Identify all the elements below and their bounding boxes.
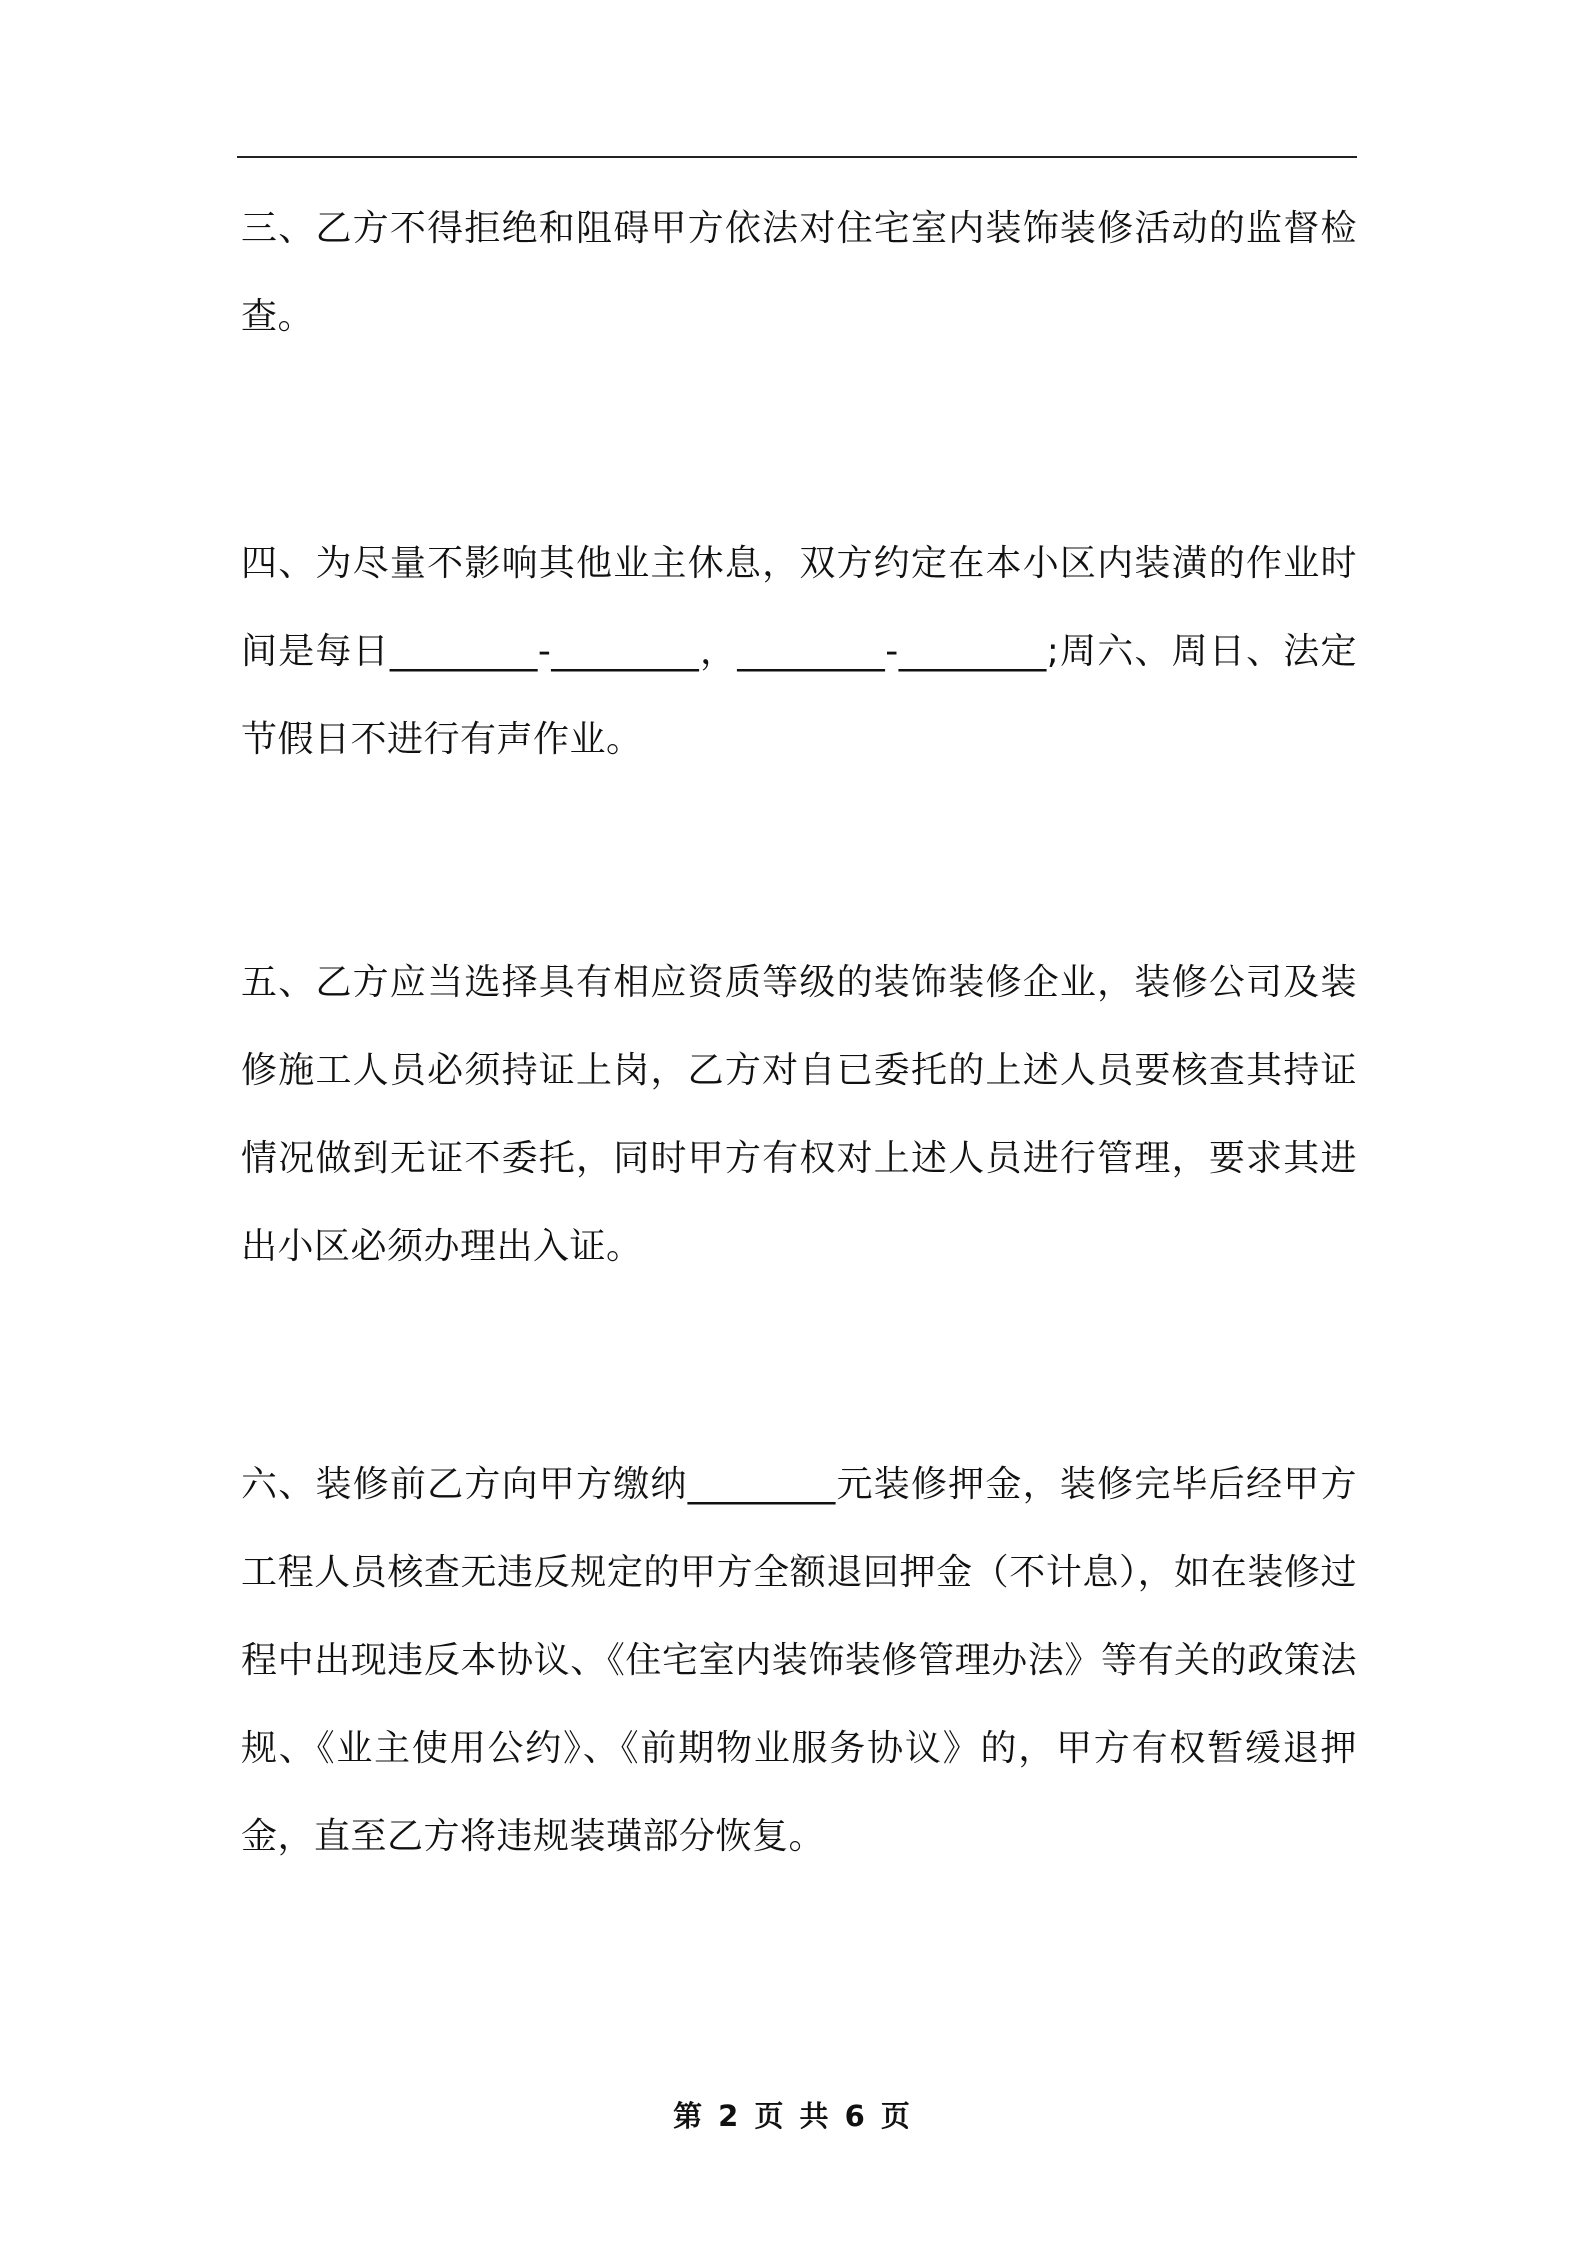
clause-5-paragraph: 五、乙方应当选择具有相应资质等级的装饰装修企业，装修公司及装修施工人员必须持证上岗，乙方对自已委托的上述人员要核查其持证情况做到无证不委托，同时甲方有权对上述人员进行管理，要求其进出小区必须办理出入证。 [241,962,1357,1267]
header-rule [237,156,1357,158]
page-number-footer: 第 2 页 共 6 页 [673,2099,913,2133]
clause-6-paragraph: 六、装修前乙方向甲方缴纳________元装修押金，装修完毕后经甲方工程人员核查无违反规定的甲方全额退回押金（不计息），如在装修过程中出现违反本协议、《住宅室内装饰装修管理办法》等有关的政策法规、《业主使用公约》、《前期物业服务协议》的，甲方有权暂缓退押金，直至乙方将违规装璜部分恢复。 [241,1464,1357,1857]
clause-4-paragraph: 四、为尽量不影响其他业主休息，双方约定在本小区内装潢的作业时间是每日________-________，________-________;周六、周日、法定节假日不进行有声作业。 [241,543,1357,760]
clause-3-paragraph: 三、乙方不得拒绝和阻碍甲方依法对住宅室内装饰装修活动的监督检查。 [241,208,1357,337]
